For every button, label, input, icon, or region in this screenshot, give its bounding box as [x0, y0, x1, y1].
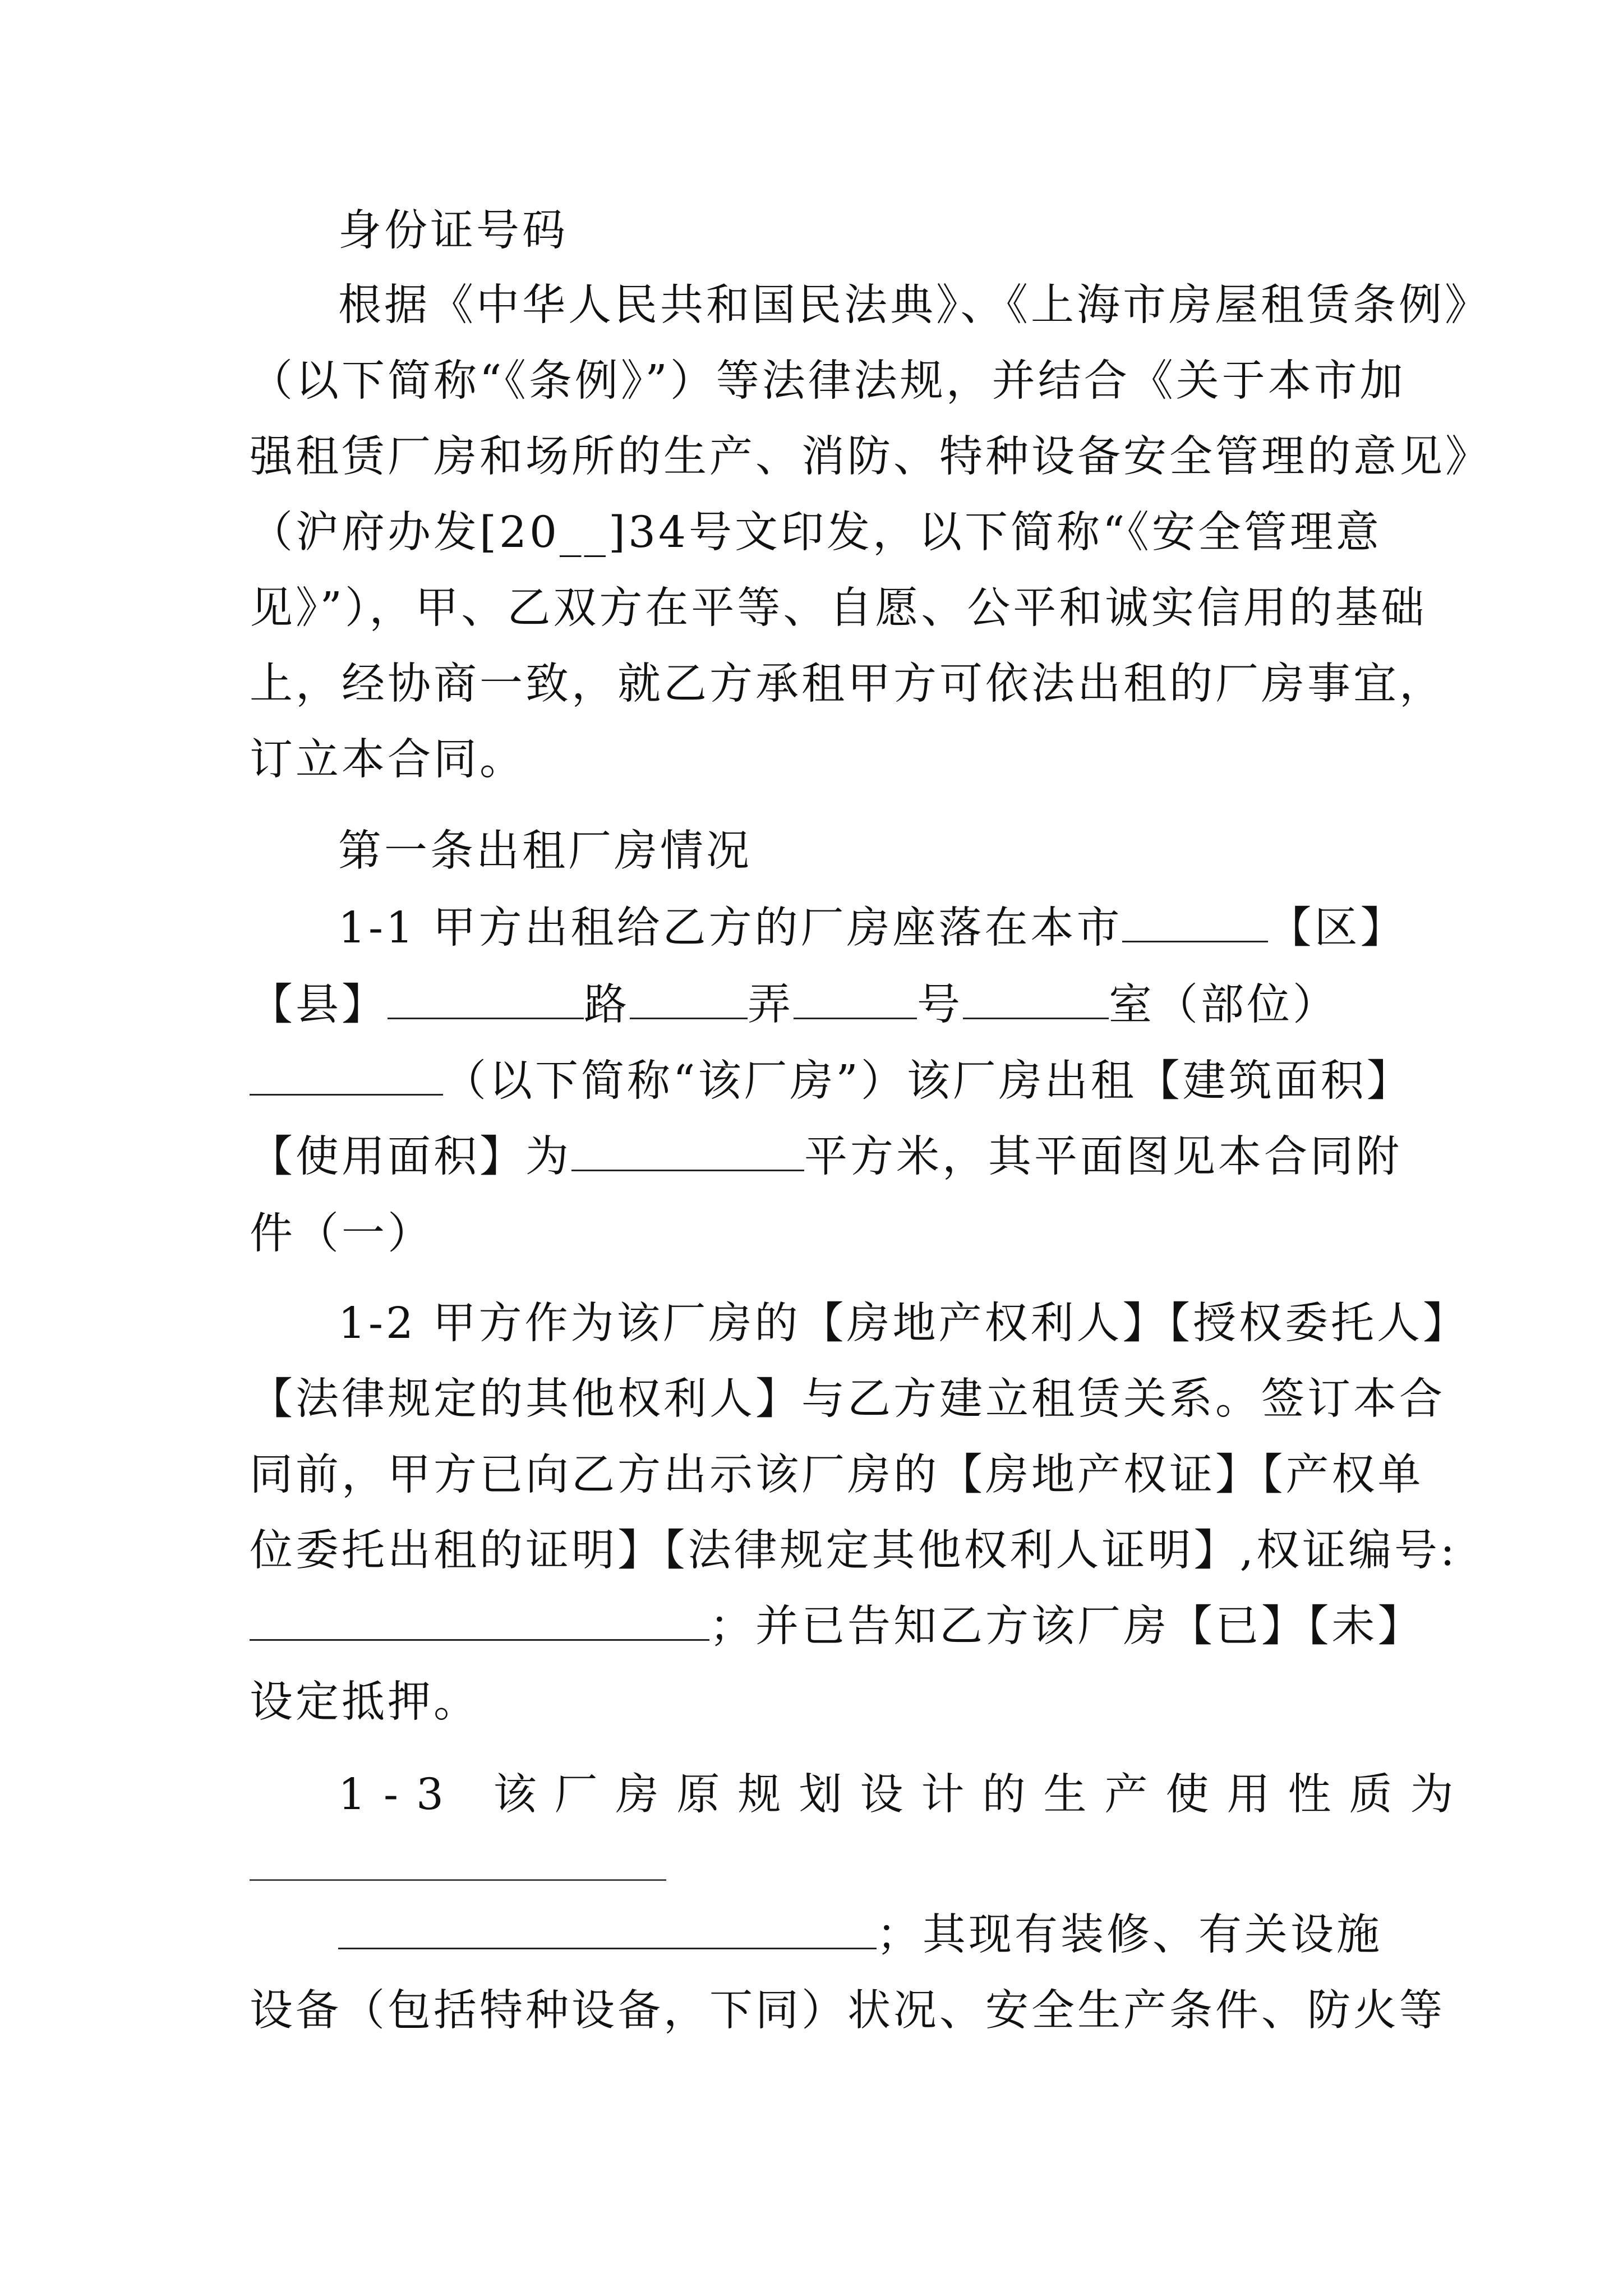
clause-1-2-line: 1-2 甲方作为该厂房的【房地产权利人】【授权委托人】	[338, 1299, 1469, 1349]
clause-text: 路	[584, 980, 630, 1030]
fill-blank-area	[571, 1133, 804, 1171]
clause-1-1-line	[338, 900, 1406, 956]
paragraph-line: 见》”），甲、乙双方在平等、自愿、公平和诚实信用的基础	[250, 583, 1427, 633]
clause-1-1-line	[250, 1053, 1413, 1110]
clause-text: 【区】	[1268, 903, 1407, 953]
clause-1-3-line: 设备（包括特种设备，下同）状况、安全生产条件、防火等	[250, 1986, 1445, 2036]
clause-1-2-line	[250, 1599, 1424, 1655]
clause-text: 【使用面积】为	[250, 1132, 571, 1182]
clause-text: 室（部位）	[1109, 980, 1339, 1030]
id-number-label: 身份证号码	[338, 206, 568, 256]
fill-blank-room	[963, 981, 1109, 1019]
paragraph-line: 上，经协商一致，就乙方承租甲方可依法出租的厂房事宜，	[250, 659, 1445, 709]
fill-blank-lane	[630, 981, 748, 1019]
clause-text: （以下简称“该厂房”）该厂房出租【建筑面积】	[443, 1056, 1413, 1106]
clause-1-2-line: 位委托出租的证明】【法律规定其他权利人证明】,权证编号:	[250, 1526, 1458, 1576]
clause-text: 弄	[748, 980, 794, 1030]
paragraph-line: （以下简称“《条例》”）等法律法规，并结合《关于本市加	[250, 356, 1406, 406]
clause-text: 【县】	[250, 980, 388, 1030]
fill-blank-usage-nature	[250, 1879, 666, 1881]
fill-blank-location	[250, 1057, 443, 1096]
paragraph-line: 强租赁厂房和场所的生产、消防、特种设备安全管理的意见》	[250, 432, 1491, 482]
clause-1-2-line: 同前，甲方已向乙方出示该厂房的【房地产权证】【产权单	[250, 1450, 1424, 1500]
clause-1-2-line: 【法律规定的其他权利人】与乙方建立租赁关系。签订本合	[250, 1374, 1445, 1424]
clause-1-2-line: 设定抵押。	[250, 1677, 479, 1727]
fill-blank-number	[794, 981, 917, 1019]
clause-1-3-line	[338, 1907, 1382, 1963]
clause-text: ；并已告知乙方该厂房【已】【未】	[709, 1602, 1424, 1651]
clause-1-1-line: 件（一）	[250, 1209, 434, 1259]
clause-text: 平方米，其平面图见本合同附	[804, 1132, 1402, 1182]
fill-blank-usage	[338, 1911, 877, 1949]
fill-blank-road	[388, 981, 584, 1019]
clause-1-1-line	[250, 1129, 1402, 1185]
paragraph-line: 根据《中华人民共和国民法典》、《上海市房屋租赁条例》	[338, 280, 1491, 330]
clause-1-1-line	[250, 977, 1339, 1033]
fill-blank-certificate-number	[250, 1602, 709, 1641]
clause-text: 1-1 甲方出租给乙方的厂房座落在本市	[338, 903, 1123, 953]
article-heading: 第一条出租厂房情况	[338, 826, 752, 876]
clause-text: ；其现有装修、有关设施	[877, 1910, 1382, 1960]
clause-1-3-line: 1-3 该厂房原规划设计的生产使用性质为	[338, 1770, 1472, 1820]
paragraph-line: （沪府办发[20__]34号文印发，以下简称“《安全管理意	[250, 508, 1382, 558]
fill-blank-district	[1122, 904, 1268, 942]
clause-text: 号	[917, 980, 963, 1030]
paragraph-line: 订立本合同。	[250, 735, 525, 785]
